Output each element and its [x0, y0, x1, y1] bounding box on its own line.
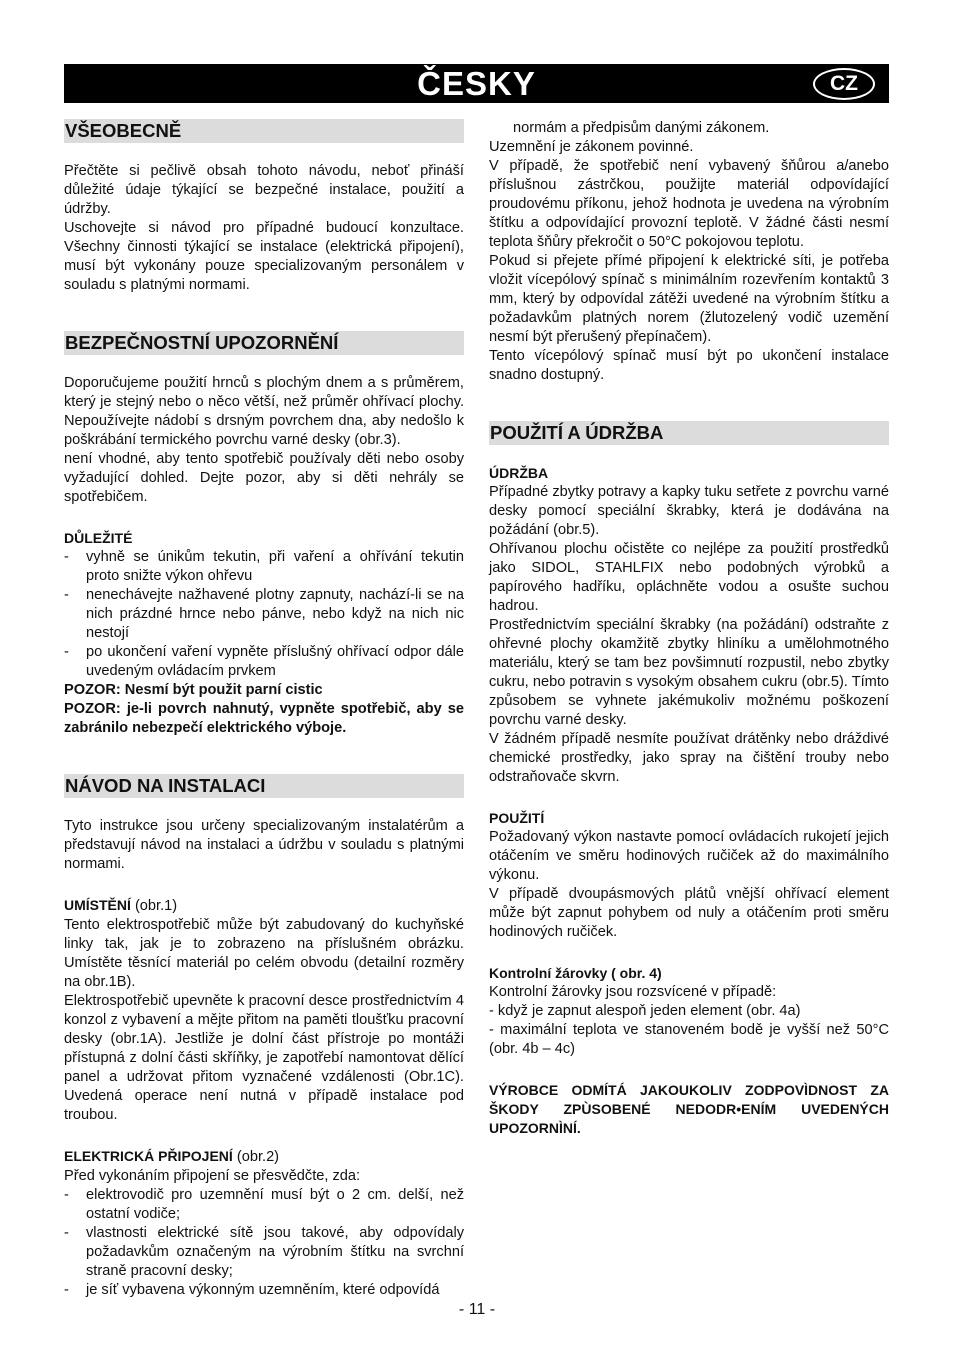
- heading-installation: NÁVOD NA INSTALACI: [64, 774, 464, 798]
- list-item: - je síť vybavena výkonným uzemněním, které odpovídá: [64, 1281, 464, 1300]
- list-item: - když je zapnut alespoň jeden element (obr. 4a): [489, 1003, 801, 1019]
- continuation-4: Pokud si přejete přímé připojení k elektrické síti, je potřeba vložit vícepólový spínač s minimálním rozevřením kontaktů 3 mm, který by odpovídal zátěži uvedené na výrobním štítku a požadavkům platných norem (žlutozelený vodič uzemění nesmí být přerušený přepínačem).: [489, 253, 889, 345]
- list-item: - elektrovodič pro uzemnění musí být o 2 cm. delší, než ostatní vodiče;: [64, 1186, 464, 1224]
- use-label: POUŽITÍ: [489, 810, 545, 826]
- warning-text: je-li povrch nahnutý, vypněte spotřebič, aby se zabránilo nebezpečí elektrického výboje.: [64, 701, 464, 736]
- maintenance-paragraph-3: Prostřednictvím speciální škrabky (na požádání) odstraňte z ohřevné plochy okamžitě zbytky hliníku a umělohmotného materiálu, který se tam bez povšimnutí rozpustil, nebo zbytky cukru, nebo potravin s vysokým obsahem cukru (obr.5). Tímto způsobem se vyhnete jakémukoliv možnému poškození povrchu varné desky.: [489, 617, 889, 728]
- right-column: [489, 119, 889, 1138]
- placement-heading: [64, 896, 464, 916]
- continuation-3: V případě, že spotřebič není vybavený šňůrou a/anebo příslušnou zástrčkou, použijte materiál odpovídající proudovému příkonu, jehož hodnota je uvedena na výrobním štítku a odpovídající provozní teplotě. V žádné části nesmí teplota šňůry překročit o 50°C pokojovou teplotu.: [489, 158, 889, 250]
- maintenance-label: ÚDRŽBA: [489, 465, 549, 481]
- heading-general: VŠEOBECNĚ: [64, 119, 464, 143]
- title-banner: [64, 64, 889, 103]
- general-paragraph-1: Přečtěte si pečlivě obsah tohoto návodu, neboť přináší důležité údaje týkající se bezpečné instalace, použití a údržby.: [64, 163, 464, 217]
- continuation-5: Tento vícepólový spínač musí být po ukončení instalace snadno dostupný.: [489, 348, 889, 383]
- indicator-lamps-intro: Kontrolní žárovky jsou rozsvícené v případě:: [489, 984, 777, 1000]
- continuation-1: normám a předpisům danými zákonem.: [513, 120, 770, 136]
- manufacturer-disclaimer: VÝROBCE ODMÍTÁ JAKOUKOLIV ZODPOVÌDNOST ZA ŠKODY ZPÙSOBENÉ NEDODR•ENÍM UVEDENÝCH UPOZORNÌNÍ.: [489, 1082, 889, 1136]
- maintenance-paragraph-4: V žádném případě nesmíte používat drátěnky nebo dráždivé chemické prostředky, jako spray na čištění trouby nebo odstraňovače skvrn.: [489, 731, 889, 785]
- electric-intro: Před vykonáním připojení se přesvědčte, zda:: [64, 1168, 361, 1184]
- page-number: - 11 -: [458, 1301, 496, 1318]
- list-item: - vyhně se únikům tekutin, při vaření a ohřívání tekutin proto snižte výkon ohřevu: [64, 548, 464, 586]
- important-label: DŮLEŽITÉ: [64, 530, 133, 546]
- electric-list: [64, 1186, 464, 1300]
- safety-paragraph-2: není vhodné, aby tento spotřebič používaly děti nebo osoby vyžadující dohled. Dejte pozor, aby si děti nehrály se spotřebičem.: [64, 451, 464, 505]
- list-item: - maximální teplota ve stanoveném bodě je vyšší než 50°C (obr. 4b – 4c): [489, 1022, 889, 1057]
- indicator-lamps-list: [489, 1002, 889, 1059]
- maintenance-paragraph-1: Případné zbytky potravy a kapky tuku setřete z povrchu varné desky pomocí speciální škrabky, která je dodávána na požádání (obr.5).: [489, 484, 889, 538]
- list-item: - vlastnosti elektrické sítě jsou takové, aby odpovídaly požadavkům označeným na výrobním štítku na svrchní straně pracovní desky;: [64, 1224, 464, 1281]
- placement-paragraph-1: Tento elektrospotřebič může být zabudovaný do kuchyňské linky tak, jak je to zobrazeno na příslušném obrázku. Umístěte těsnící materiál po celém obvodu (detailní rozměry na obr.1B).: [64, 917, 464, 990]
- continuation-2: Uzemnění je zákonem povinné.: [489, 139, 694, 155]
- safety-paragraph-1: Doporučujeme použití hrnců s plochým dnem a s průměrem, který je stejný nebo o něco větší, než průměr ohřívací plochy. Nepoužívejte nádobí s drsným povrchem dna, aby nedošlo k poškrábání termického povrchu varné desky (obr.3).: [64, 375, 464, 448]
- general-paragraph-2: Uschovejte si návod pro případné budoucí konzultace. Všechny činnosti týkající se instalace (elektrická připojení), musí být vykonány pouze specializovaným personálem v souladu s platnými normami.: [64, 220, 464, 293]
- placement-paragraph-2: Elektrospotřebič upevněte k pracovní desce prostřednictvím 4 konzol z vybavení a mějte přitom na paměti tloušťku pracovní desky (obr.1A). Jestliže je dolní část přístroje po montáži přístupná z dolní části skříňky, je zapotřebí namontovat dělící panel a udržovat přitom vyznačené vzdálenosti (Obr.1C). Uvedená operace není nutná v případě instalace pod troubou.: [64, 993, 464, 1123]
- electric-ref: (obr.2): [232, 1149, 280, 1165]
- warning-label: POZOR:: [64, 701, 121, 717]
- page-title: ČESKY: [417, 65, 536, 102]
- left-column: [64, 119, 464, 1300]
- installation-intro: Tyto instrukce jsou určeny specializovaným instalatérům a představují návod na instalaci a údržbu v souladu s platnými normami.: [64, 818, 464, 872]
- electric-heading: [64, 1147, 464, 1167]
- warning-steam-cleaner: POZOR: Nesmí být použit parní cistic: [64, 682, 323, 698]
- language-badge: CZ: [813, 68, 875, 100]
- list-item: - po ukončení vaření vypněte příslušný ohřívací odpor dále uvedeným ovládacím prvkem: [64, 643, 464, 681]
- list-item: - nenechávejte nažhavené plotny zapnuty, nachází-li se na nich prázdné hrnce nebo pánve, nebo když na nich nic nestojí: [64, 586, 464, 643]
- placement-ref: (obr.1): [130, 898, 178, 914]
- important-list: [64, 548, 464, 681]
- use-paragraph-1: Požadovaný výkon nastavte pomocí ovládacích rukojetí jejich otáčením ve směru hodinových ručiček až do maximálního výkonu.: [489, 829, 889, 883]
- heading-use-maintenance: POUŽITÍ A ÚDRŽBA: [489, 421, 889, 445]
- placement-label: UMÍSTĚNÍ: [64, 897, 131, 913]
- indicator-lamps-label: Kontrolní žárovky ( obr. 4): [489, 965, 662, 981]
- warning-cracked-surface: [64, 700, 464, 738]
- heading-safety: BEZPEČNOSTNÍ UPOZORNĚNÍ: [64, 331, 464, 355]
- electric-label: ELEKTRICKÁ PŘIPOJENÍ: [64, 1148, 233, 1164]
- maintenance-paragraph-2: Ohřívanou plochu očistěte co nejlépe za použití prostředků jako SIDOL, STAHLFIX nebo podobných výrobků a papírového hadříku, opláchněte vodou a osušte suchou hadrou.: [489, 541, 889, 614]
- use-paragraph-2: V případě dvoupásmových plátů vnější ohřívací element může být zapnut pohybem od nuly a otáčením proti směru hodinových ručiček.: [489, 886, 889, 940]
